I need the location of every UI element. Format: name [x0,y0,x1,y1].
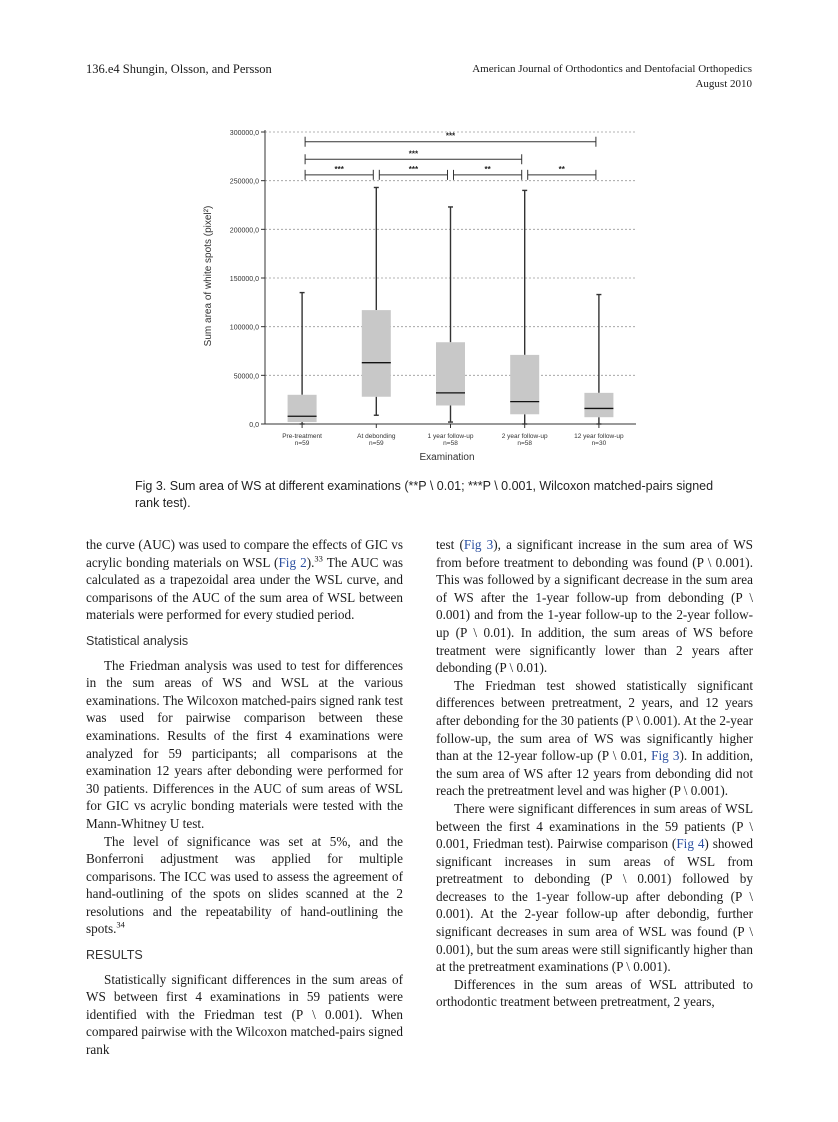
right-column [436,536,753,1011]
y-tick-label: 250000,0 [229,178,259,186]
x-tick-n-label: n=30 [591,440,607,447]
y-tick-label: 200000,0 [229,227,259,235]
x-tick-label: 12 year follow-up [574,433,624,440]
box-series [288,187,614,428]
paragraph: The level of significance was set at 5%, and the Bonferroni adjustment was applied for multiple comparisons. The ICC was used to assess the agreement of hand-outlining of the spots on slides scanned at the 2 resolutions and the repeatability of hand-outlining the spots.$^{34}$ [86,833,403,937]
y-tick-label: 50000,0 [233,373,259,381]
section-heading: RESULTS [86,948,143,963]
section-heading: Statistical analysis [86,633,189,648]
x-tick-n-label: n=59 [368,440,384,447]
figure-link[interactable]: Fig 2 [278,554,307,570]
significance-label: ** [484,164,491,174]
x-tick-label: At debonding [357,433,396,440]
paragraph: test (Fig 3), a significant increase in the sum area of WS from before treatment to debonding was found (P \ 0.001). This was followed by a significant decrease in the sum area of WS after the 1-year follow-up from debonding (P \ 0.001) and from the 1-year follow-up to the 2-year follow-up (P \ 0.01). In addition, the sum areas of WS before treatment were significantly lower than 2 years after debonding (P \ 0.01). [436,537,753,676]
x-tick-label: Pre-treatment [282,433,322,440]
paragraph: the curve (AUC) was used to compare the effects of GIC vs acrylic bonding materials on WSL (Fig 2).$^{33}$ The AUC was calculated as a trapezoidal area under the WSL curve, and comparisons of the AUC of the sum area of WSL between materials were performed for every studied period. [86,537,404,623]
x-axis-labels [282,433,624,447]
box-iqr [584,393,613,417]
x-axis-label: Examination [419,452,475,463]
x-tick-n-label: n=59 [294,440,310,447]
paragraph: Differences in the sum areas of WSL attributed to orthodontic treatment between pretreatment, 2 years, [436,976,753,1010]
paragraph: The Friedman test showed statistically significant differences between pretreatment, 2 years, and 12 years after debonding for the 30 patients (P \ 0.001). At the 2-year follow-up, the sum area of WS was significantly higher than at the 12-year follow-up (P \ 0.01, Fig 3). In addition, the sum area of WS after 12 years from debonding did not reach the pretreatment level and was higher (P \ 0.001). [436,677,753,799]
y-tick-label: 0,0 [249,422,259,429]
x-tick-n-label: n=58 [443,440,458,447]
y-tick-label: 300000,0 [229,130,259,137]
box-iqr [288,395,317,422]
figure-caption: Fig 3. Sum area of WS at different examinations (**P \ 0.01; ***P \ 0.001, Wilcoxon matched-pairs signed rank test). [135,479,714,510]
box-iqr [436,342,465,405]
journal-name: American Journal of Orthodontics and Dentofacial Orthopedics [472,63,752,75]
boxplot-figure [0,0,838,478]
y-tick-label: 150000,0 [229,276,259,283]
figure-link[interactable]: Fig 4 [676,836,705,852]
significance-brackets [305,132,596,180]
issue-date: August 2010 [695,78,752,90]
paragraph: There were significant differences in sum areas of WSL between the first 4 examinations in the 59 patients (P \ 0.001, Friedman test). Pairwise comparison (Fig 4) showed significant increases in sum areas of WSL from pretreatment to debonding (P \ 0.001) followed by decreases to the 1-year follow-up after debonding (P \ 0.001). At the 2-year follow-up after debondig, further significant decreases in sum area of WSL was found (P \ 0.001), but the sum areas were still significantly higher than at the pretreatment examinations (P \ 0.001). [436,800,753,975]
box-iqr [510,355,539,414]
box-iqr [362,310,391,397]
significance-label: ** [558,164,565,174]
significance-label: *** [334,164,344,174]
x-tick-label: 1 year follow-up [427,433,474,440]
x-tick-label: 2 year follow-up [501,433,548,440]
running-header-left: 136.e4 Shungin, Olsson, and Persson [86,62,272,76]
x-tick-n-label: n=58 [517,440,533,447]
y-axis-label: Sum area of white spots (pixel²) [203,205,214,347]
significance-label: *** [408,164,419,174]
y-tick-label: 100000,0 [229,324,259,332]
significance-label: *** [445,131,456,141]
figure-link[interactable]: Fig 3 [463,537,494,552]
figure-link[interactable]: Fig 3 [651,748,680,764]
significance-label: *** [408,149,419,159]
paragraph: The Friedman analysis was used to test for differences in the sum areas of WS and WSL at the various examinations. The Wilcoxon matched-pairs signed rank test was used for pairwise comparison between these examinations. Results of the first 4 examinations were analyzed for 59 participants; all comparisons at the examination 12 years after debonding were performed for 30 patients. Differences in the AUC of sum areas of WSL for GIC vs acrylic bonding materials were tested with the Mann-Whitney U test. [86,657,403,831]
left-column [86,536,403,1059]
paragraph: Statistically significant differences in the sum areas of WS between first 4 examinations in 59 patients were identified with the Friedman test (P \ 0.001). When compared pairwise with the Wilcoxon matched-pairs signed rank [86,971,403,1058]
y-axis-ticks [230,130,265,429]
